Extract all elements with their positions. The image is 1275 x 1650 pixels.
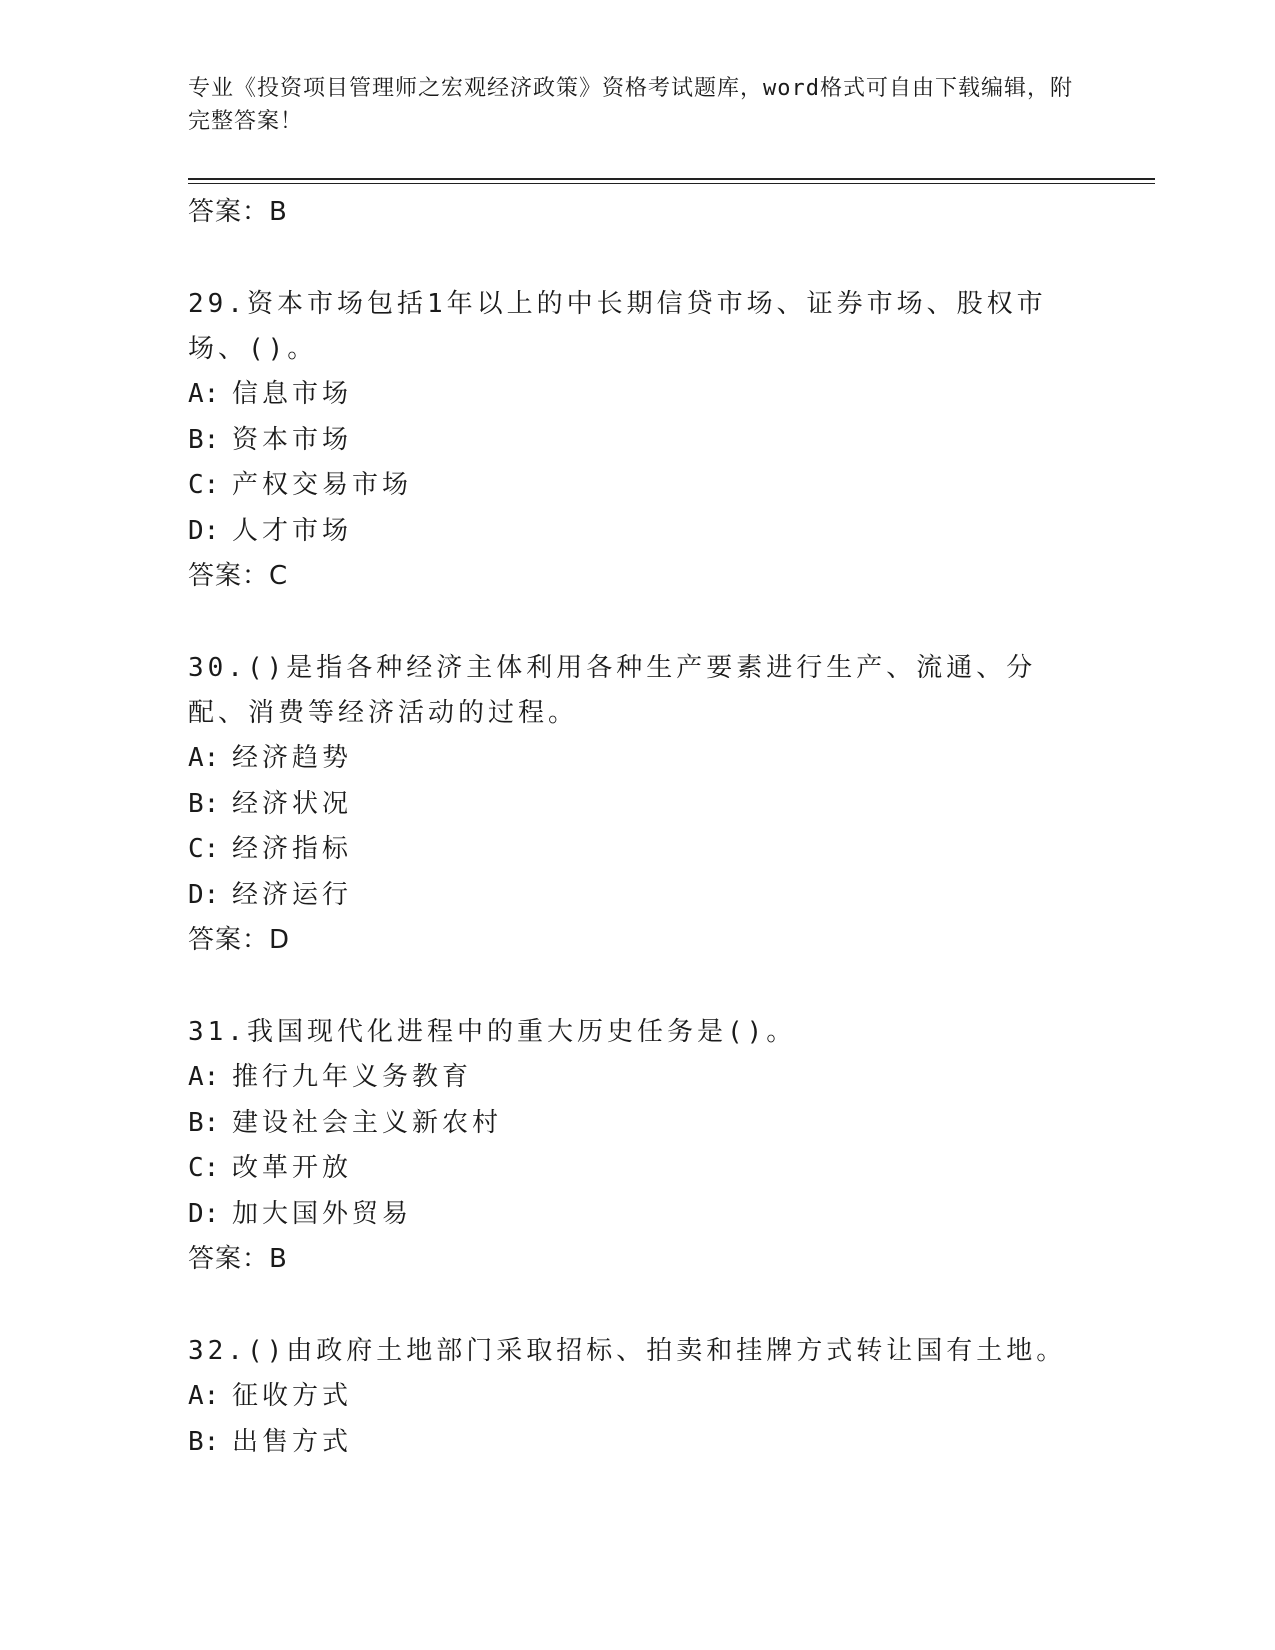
option-key: B: [188,788,220,819]
option-text: 产权交易市场 [232,470,413,500]
option-text: 资本市场 [232,424,353,455]
option-a [188,1055,1088,1101]
answer-line: 答案：D [188,925,291,955]
question-block [188,646,1088,963]
option-key: B: [188,1107,220,1138]
option-d [188,873,1088,919]
option-d [188,509,1088,555]
question-stem: 31.我国现代化进程中的重大历史任务是()。 [188,1017,797,1047]
option-c [188,827,1088,873]
option-text: 加大国外贸易 [232,1198,413,1229]
option-a [188,736,1088,782]
option-key: D: [188,1198,220,1229]
question-block [188,282,1088,599]
option-b [188,1101,1088,1147]
option-d [188,1192,1088,1238]
header-divider [188,178,1155,180]
option-key: A: [188,1381,220,1411]
question-list [188,190,1088,1465]
option-text: 征收方式 [232,1381,353,1411]
question-stem: 32.()由政府土地部门采取招标、拍卖和挂牌方式转让国有土地。 [188,1336,1067,1366]
answer-line: 答案：B [188,197,288,227]
option-key: C: [188,834,220,864]
option-a [188,372,1088,418]
option-c [188,463,1088,509]
option-key: A: [188,1062,220,1092]
option-text: 经济状况 [232,788,353,819]
option-text: 经济运行 [232,879,353,910]
option-text: 出售方式 [232,1426,353,1457]
option-key: C: [188,470,220,500]
option-text: 改革开放 [232,1153,353,1183]
option-text: 人才市场 [232,515,353,546]
option-key: D: [188,879,220,910]
option-key: D: [188,515,220,546]
question-stem: 29.资本市场包括1年以上的中长期信贷市场、证券市场、股权市场、()。 [188,289,1047,364]
option-key: C: [188,1153,220,1183]
option-b [188,418,1088,464]
option-key: A: [188,743,220,773]
option-text: 经济指标 [232,834,353,864]
option-key: B: [188,424,220,455]
option-text: 经济趋势 [232,743,353,773]
option-text: 推行九年义务教育 [232,1062,473,1092]
question-stem: 30.()是指各种经济主体利用各种生产要素进行生产、流通、分配、消费等经济活动的过程。 [188,653,1037,728]
question-block [188,1329,1088,1465]
option-text: 信息市场 [232,379,353,409]
answer-line: 答案：C [188,561,289,591]
option-b [188,1420,1088,1466]
option-c [188,1146,1088,1192]
page-header: 专业《投资项目管理师之宏观经济政策》资格考试题库，word格式可自由下载编辑，附完整答案！ [188,76,1073,134]
option-b [188,782,1088,828]
option-text: 建设社会主义新农村 [232,1107,503,1138]
question-block [188,1010,1088,1282]
option-key: A: [188,379,220,409]
header-divider-thin [188,183,1155,184]
answer-line: 答案：B [188,1244,288,1274]
option-a [188,1374,1088,1420]
option-key: B: [188,1426,220,1457]
